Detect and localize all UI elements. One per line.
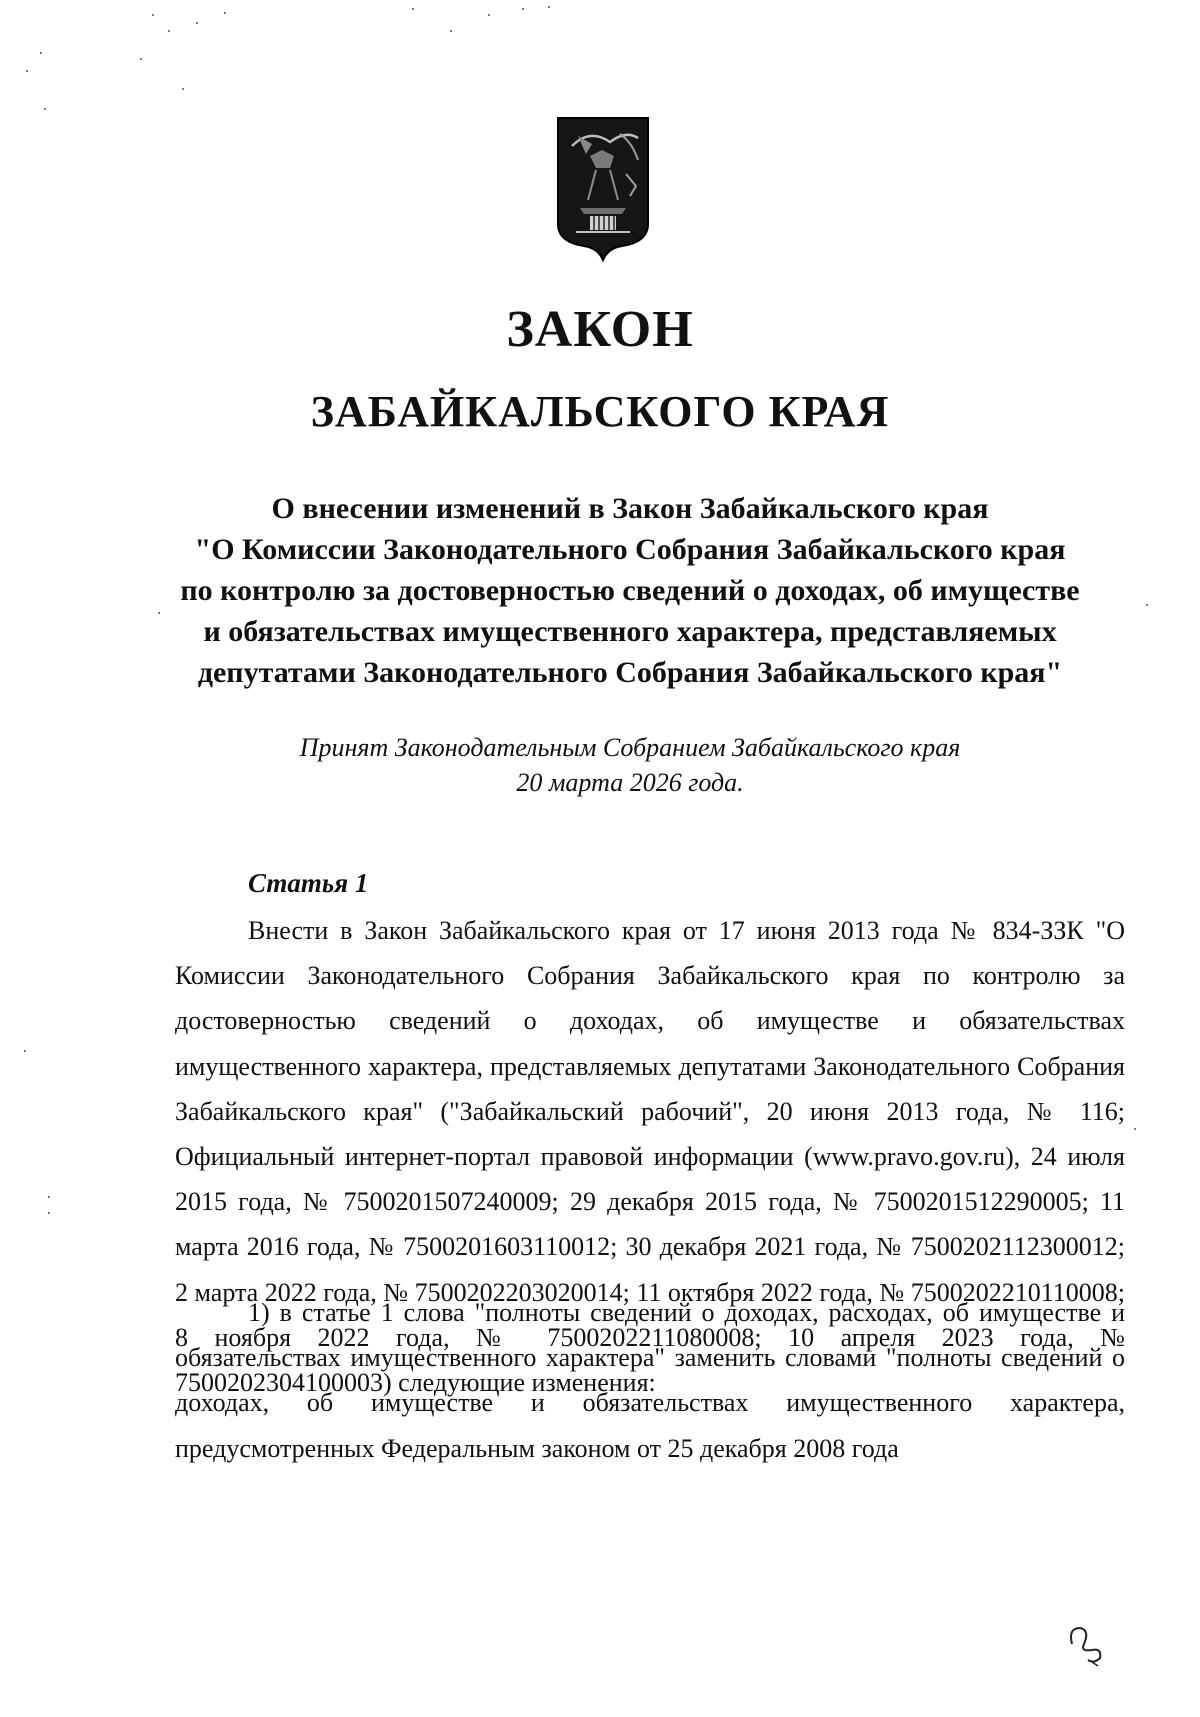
scan-speck [140, 58, 142, 60]
handwritten-initials-icon [1062, 1620, 1110, 1668]
scan-speck [548, 6, 550, 8]
scan-speck [522, 8, 524, 10]
scan-speck [1134, 1128, 1136, 1130]
subject-line: О внесении изменений в Закон Забайкальского края [271, 492, 989, 525]
law-subject [150, 488, 1110, 693]
scan-speck [44, 108, 46, 110]
adoption-note [200, 730, 1060, 800]
scan-speck [224, 12, 226, 14]
scan-speck [26, 70, 28, 72]
coat-of-arms-icon [556, 116, 650, 262]
scan-speck [48, 1212, 50, 1214]
scan-speck [152, 14, 154, 16]
scan-speck [488, 14, 490, 16]
adoption-date: 20 марта 2026 года. [516, 768, 744, 797]
adoption-line: Принят Законодательным Собранием Забайкальского края [299, 733, 961, 762]
law-title: ЗАКОН [506, 301, 694, 358]
scan-speck [196, 22, 198, 24]
paragraph-item-1: 1) в статье 1 слова "полноты сведений о доходах, расходах, об имуществе и обязательствах имущественного характера" заменить словами "полноты сведений о доходах, об имуществе и обязательствах имущественного характера, предусмотренных Федеральным законом от 25 декабря 2008 года [175, 1298, 1125, 1463]
article-body-item [175, 1290, 1125, 1471]
paragraph-amendment-intro: Внести в Закон Забайкальского края от 17 июня 2013 года № 834-ЗЗК "О Комиссии Законодательного Собрания Забайкальского края по контролю за достоверностью сведений о доходах, об имуществе и обязательствах имущественного характера, представляемых депутатами Законодательного Собрания Забайкальского края" ("Забайкальский рабочий", 20 июня 2013 года, № 116; Официальный интернет-портал правовой информации (www.pravo.gov.ru), 24 июля 2015 года, № 7500201507240009; 29 декабря 2015 года, № 7500201512290005; 11 марта 2016 года, № 7500201603110012; 30 декабря 2021 года, № 7500202112300012; 2 марта 2022 года, № 7500202203020014; 11 октября 2022 года, № 7500202210110008; 8 ноября 2022 года, № 7500202211080008; 10 апреля 2023 года, № 7500202304100003) следующие изменения: [175, 916, 1125, 1398]
subject-line: депутатами Законодательного Собрания Забайкальского края" [197, 656, 1063, 689]
subject-line: и обязательствах имущественного характера, представляемых [203, 615, 1057, 648]
region-title: ЗАБАЙКАЛЬСКОГО КРАЯ [310, 387, 890, 436]
scan-speck [182, 88, 184, 90]
scan-speck [450, 30, 452, 32]
article-heading: Статья 1 [248, 868, 369, 898]
scan-speck [412, 8, 414, 10]
scan-speck [24, 1050, 26, 1052]
scan-speck [1146, 604, 1148, 606]
subject-line: "О Комиссии Законодательного Собрания Забайкальского края [194, 533, 1066, 566]
scan-speck [48, 1196, 50, 1198]
scan-speck [168, 30, 170, 32]
subject-line: по контролю за достоверностью сведений о доходах, об имуществе [180, 574, 1080, 607]
scan-speck [40, 52, 42, 54]
